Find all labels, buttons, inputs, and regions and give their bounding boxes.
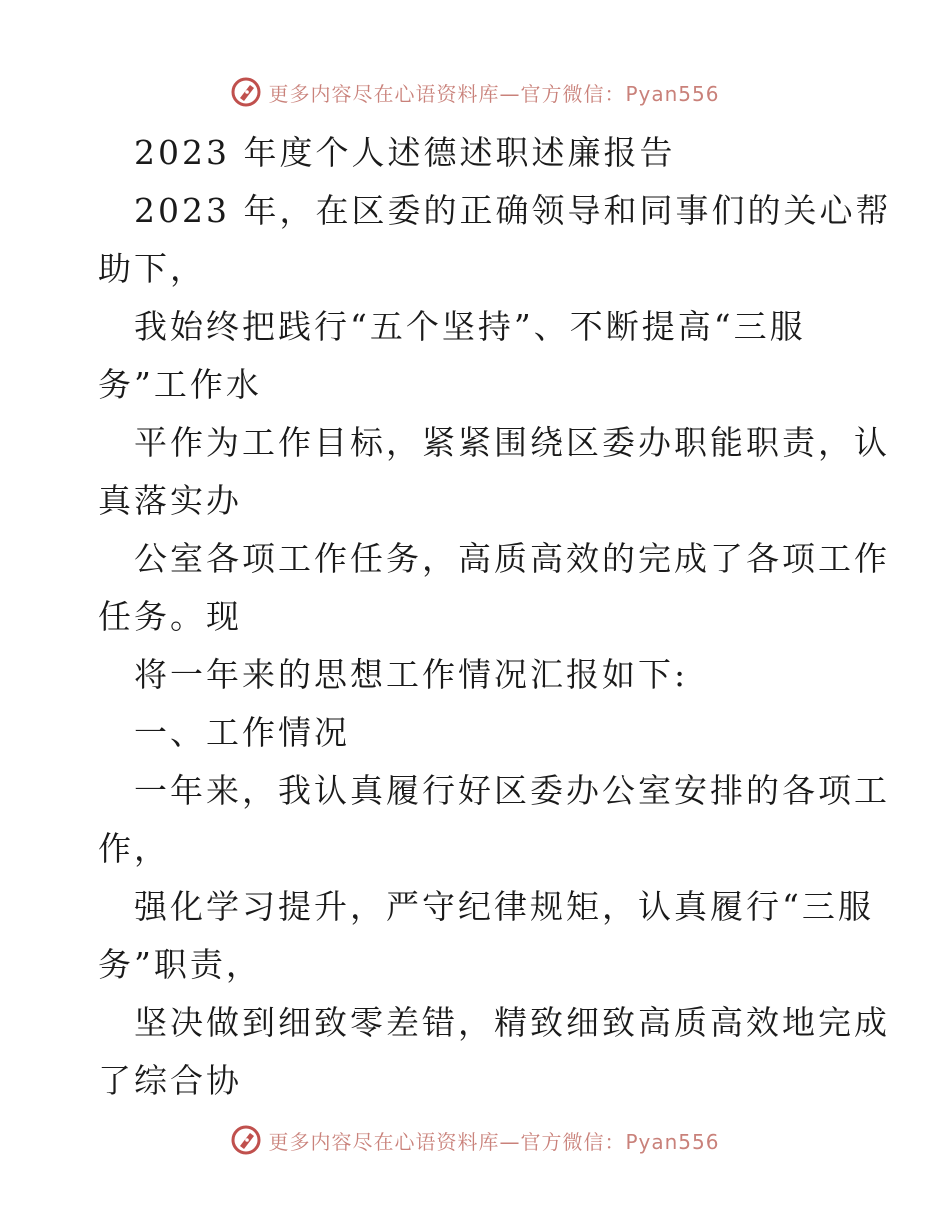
header-watermark-banner bbox=[0, 70, 950, 114]
paragraph-line: 平作为工作目标，紧紧围绕区委办职能职责，认 bbox=[134, 423, 890, 462]
paragraph-line: 任务。现 bbox=[98, 597, 242, 636]
paragraph-line: 公室各项工作任务，高质高效的完成了各项工作 bbox=[134, 539, 890, 578]
header-watermark-text: 更多内容尽在心语资料库—官方微信：Pyan556 bbox=[268, 81, 720, 106]
paragraph-line: 务”职责， bbox=[98, 945, 262, 984]
document-title: 2023 年度个人述德述职述廉报告 bbox=[134, 133, 676, 172]
paragraph-line: 真落实办 bbox=[98, 481, 242, 520]
paragraph-line: 作， bbox=[98, 829, 170, 868]
section-heading: 一、工作情况 bbox=[134, 713, 350, 752]
paragraph-line: 了综合协 bbox=[98, 1061, 242, 1100]
footer-watermark-banner bbox=[0, 1118, 950, 1162]
document-body bbox=[98, 124, 892, 1110]
paragraph-line: 强化学习提升，严守纪律规矩，认真履行“三服 bbox=[134, 887, 874, 926]
paragraph-line: 务”工作水 bbox=[98, 365, 262, 404]
footer-watermark-text: 更多内容尽在心语资料库—官方微信：Pyan556 bbox=[268, 1129, 720, 1154]
pen-nib-seal-icon bbox=[230, 1124, 262, 1156]
paragraph-line: 2023 年，在区委的正确领导和同事们的关心帮 bbox=[134, 191, 892, 230]
paragraph-line: 坚决做到细致零差错，精致细致高质高效地完成 bbox=[134, 1003, 890, 1042]
paragraph-line: 我始终把践行“五个坚持”、不断提高“三服 bbox=[134, 307, 806, 346]
pen-nib-seal-icon bbox=[230, 76, 262, 108]
paragraph-line: 一年来，我认真履行好区委办公室安排的各项工 bbox=[134, 771, 890, 810]
paragraph-line: 助下， bbox=[98, 249, 206, 288]
paragraph-line: 将一年来的思想工作情况汇报如下: bbox=[134, 655, 689, 694]
